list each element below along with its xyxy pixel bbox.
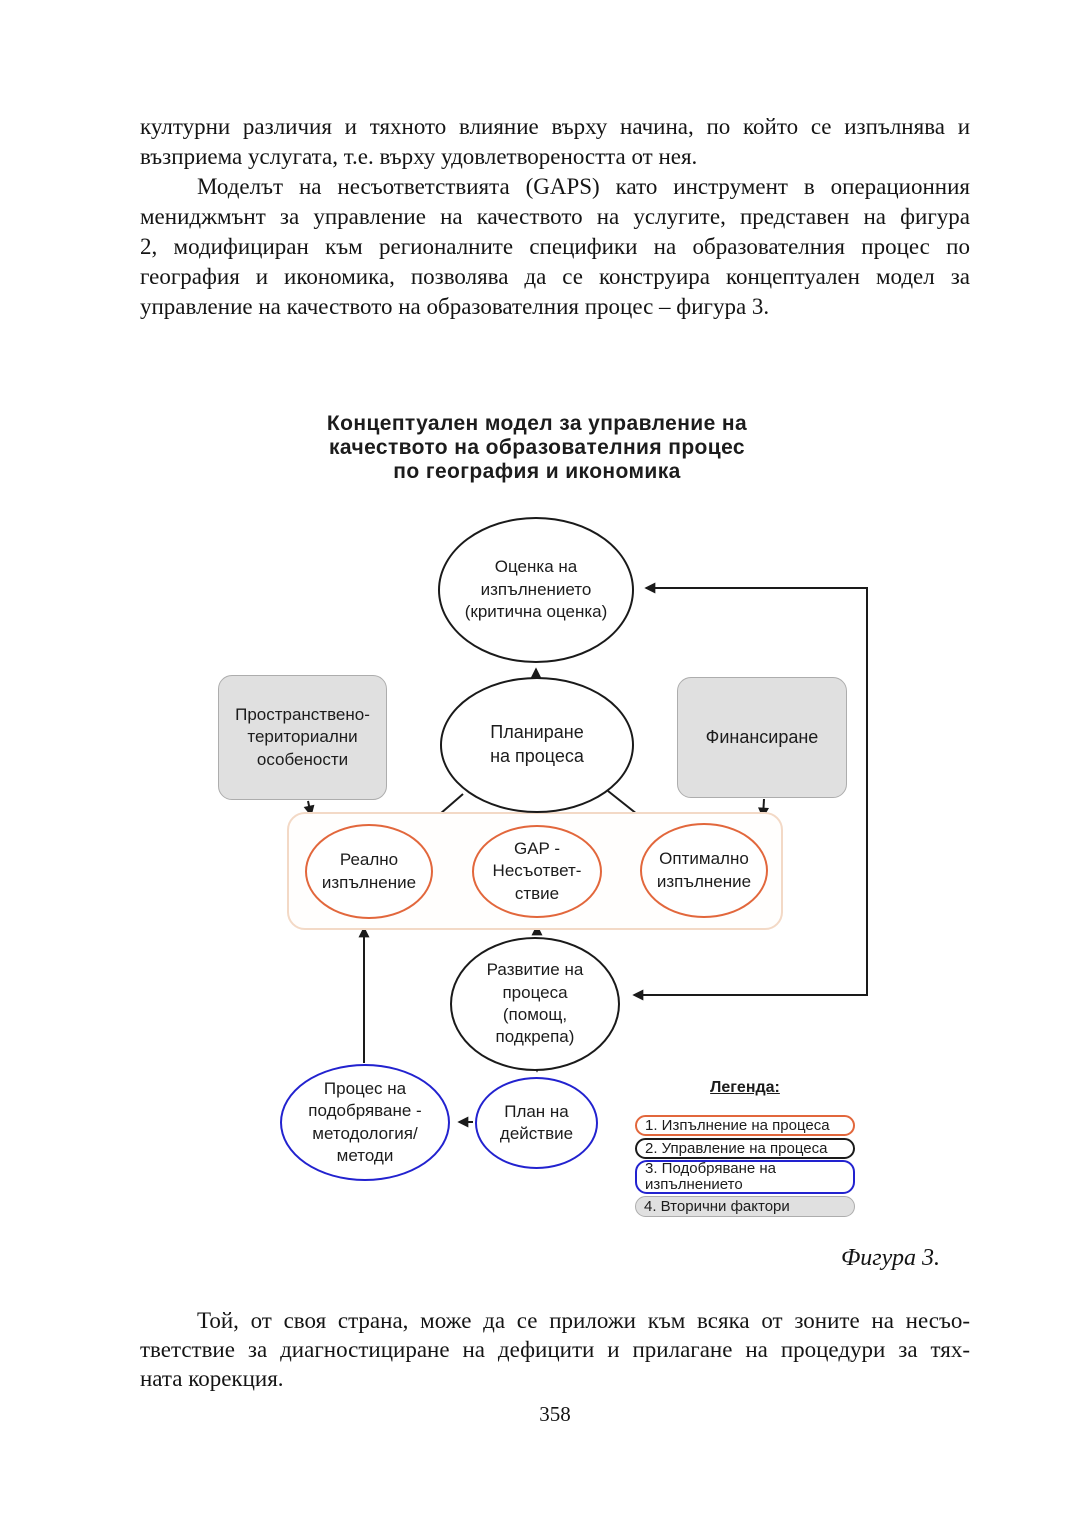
figure-caption: Фигура 3. xyxy=(841,1245,940,1271)
legend-item-process-execution: 1. Изпълнение на процеса xyxy=(635,1115,855,1136)
node-improvement-process: Процес на подобряване - методология/ методи xyxy=(280,1064,450,1181)
legend-item-performance-improvement: 3. Подобряване на изпълнението xyxy=(635,1160,855,1194)
legend-title: Легенда: xyxy=(710,1079,780,1096)
node-real-execution: Реално изпълнение xyxy=(305,824,433,919)
node-financing: Финансиране xyxy=(677,677,847,798)
page-number: 358 xyxy=(539,1402,571,1426)
node-action-plan: План на действие xyxy=(475,1077,598,1169)
legend-item-secondary-factors: 4. Вторични фактори xyxy=(635,1196,855,1217)
node-optimal-execution: Оптимално изпълнение xyxy=(640,823,768,918)
legend-item-process-management: 2. Управление на процеса xyxy=(635,1138,855,1159)
node-performance-evaluation: Оценка на изпълнението (критична оценка) xyxy=(438,517,634,663)
paragraph-gaps-model: Моделът на несъответствията (GAPS) като инструмент в операционния мениджмънт за управление на качеството на услугите, представен на фигура 2, модифициран към регионалните специфики на образователния процес по география и икономика, позволява да се конструира концептуален модел за управление на качеството на образователния процес – фигура 3. xyxy=(140,174,970,319)
node-process-planning: Планиране на процеса xyxy=(440,677,634,813)
figure-title: Концептуален модел за управление на качеството на образователния процес по география и икономика xyxy=(326,412,748,483)
node-process-development: Развитие на процеса (помощ, подкрепа) xyxy=(450,937,620,1071)
node-gap-discrepancy: GAP - Несъответ- ствие xyxy=(472,825,602,918)
paragraph-intro: културни различия и тяхното влияние върху начина, по който се изпълнява и възприема услугата, т.е. върху удовлетвореността от нея. xyxy=(140,114,970,169)
node-spatial-territorial-features: Пространствено- териториални особености xyxy=(218,675,387,800)
paragraph-closing: Той, от своя страна, може да се приложи към всяка от зоните на несъо- тветствие за диагностициране на дефицити и прилагане на процедури за тях- ната корекция. xyxy=(140,1308,970,1391)
